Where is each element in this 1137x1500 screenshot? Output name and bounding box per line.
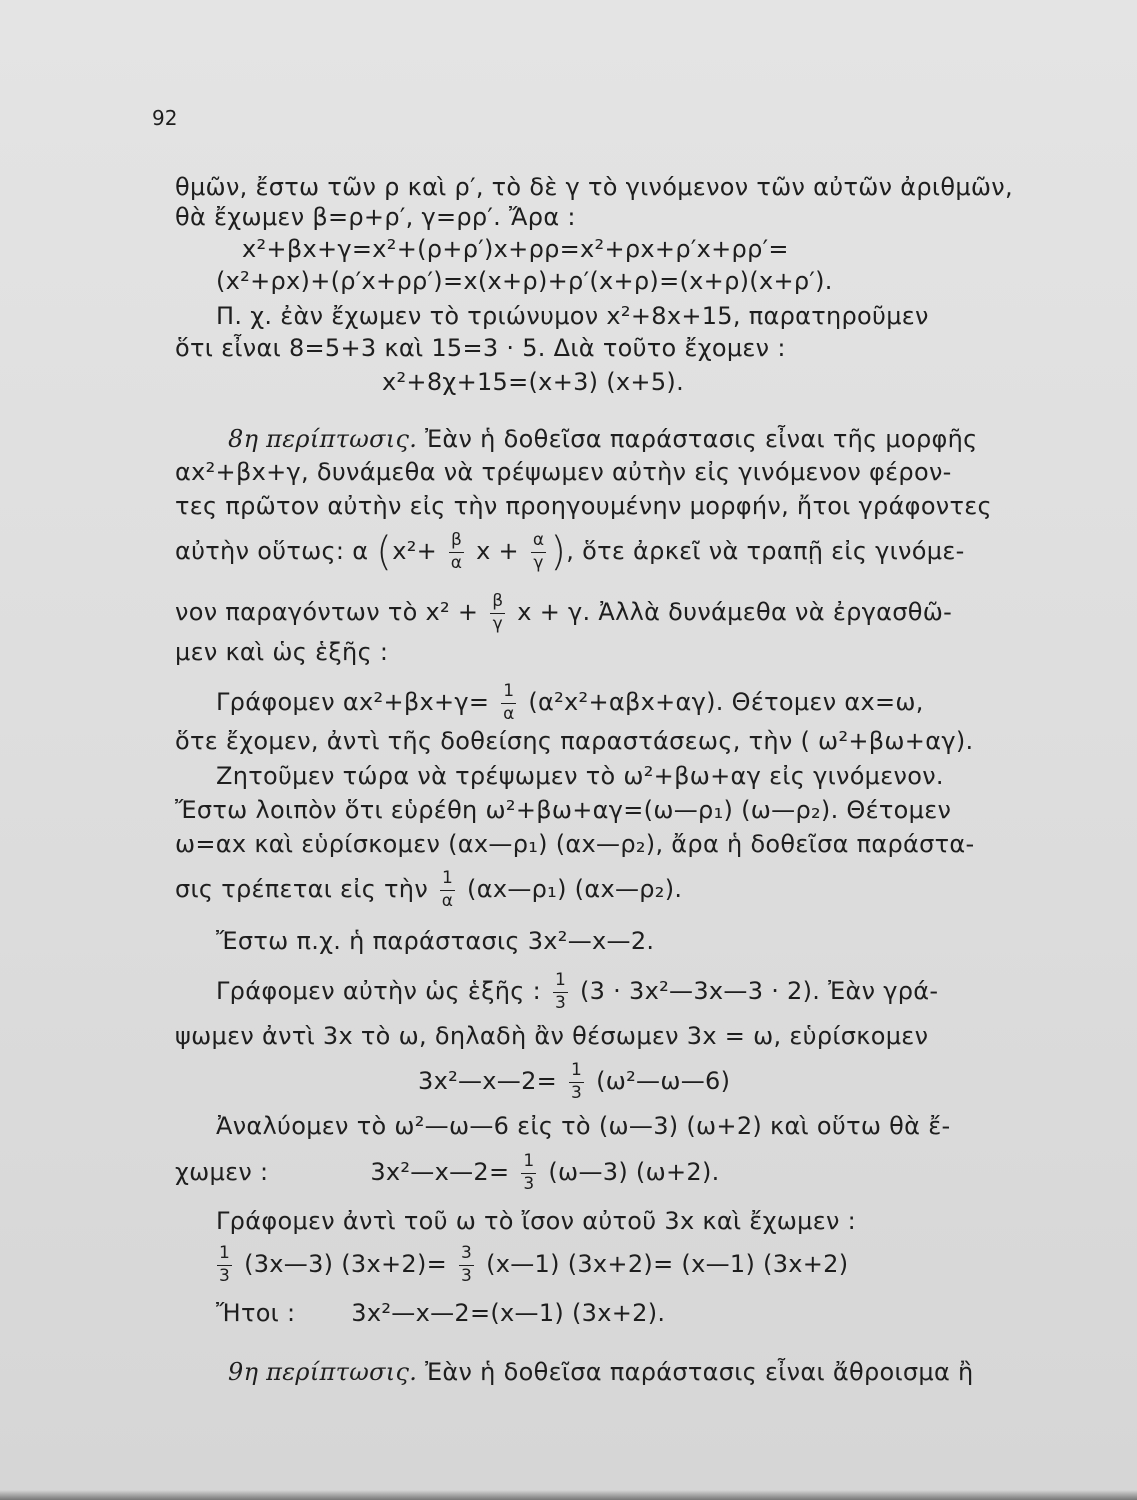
fraction-denominator: γ: [492, 614, 503, 634]
text-span: αὐτὴν οὕτως: α: [175, 537, 369, 565]
fraction-numerator: 1: [440, 870, 455, 891]
equation-line: x²+8χ+15=(x+3) (x+5).: [382, 368, 684, 396]
text-line: Ζητοῦμεν τώρα νὰ τρέψωμεν τὸ ω²+βω+αγ εἰς γινόμενον.: [216, 762, 944, 790]
page-number: 92: [152, 106, 178, 130]
text-line: τες πρῶτον αὐτὴν εἰς τὴν προηγουμένην μορφήν, ἤτοι γράφοντες: [175, 492, 992, 520]
text-span: Ἤτοι :: [216, 1299, 296, 1327]
text-line-with-fraction: [216, 972, 938, 1012]
text-span: νον παραγόντων τὸ x² +: [175, 598, 479, 626]
text-span: 3x²—x—2=: [418, 1067, 558, 1095]
text-span: 3x²—x—2=: [370, 1158, 510, 1186]
text-line-with-fraction: [175, 870, 682, 910]
fraction-denominator: 3: [571, 1083, 583, 1103]
fraction-denominator: α: [441, 891, 454, 911]
text-line: Π. χ. ἐὰν ἔχωμεν τὸ τριώνυμον x²+8x+15, παρατηροῦμεν: [216, 302, 929, 330]
fraction-denominator: 3: [523, 1174, 535, 1194]
text-span: (x—1) (3x+2)= (x—1) (3x+2): [486, 1250, 849, 1278]
text-line: μεν καὶ ὡς ἑξῆς :: [175, 638, 389, 666]
equation-line: [216, 1297, 665, 1329]
text-line-with-fraction: [175, 529, 965, 575]
fraction-denominator: 3: [554, 993, 567, 1013]
text-span: 3x²—x—2=(x—1) (3x+2).: [351, 1299, 666, 1327]
text-line: ω=αx καὶ εὑρίσκομεν (αx—ρ₁) (αx—ρ₂), ἄρα ἡ δοθεῖσα παράστα-: [175, 830, 975, 858]
fraction-numerator: 3: [459, 1245, 474, 1266]
fraction: [217, 1245, 232, 1285]
fraction-numerator: β: [449, 532, 464, 553]
fraction-numerator: 1: [553, 972, 568, 993]
text-span: σις τρέπεται εἰς τὴν: [175, 875, 429, 903]
fraction-numerator: 1: [501, 683, 516, 704]
text-span: x +: [476, 537, 519, 565]
fraction: [459, 1245, 474, 1285]
section-heading-9: 9η περίπτωσις.: [228, 1358, 418, 1386]
text-span: Γράφομεν αὐτὴν ὡς ἑξῆς :: [216, 977, 542, 1005]
text-span: Ἐὰν ἡ δοθεῖσα παράστασις εἶναι ἄθροισμα ἢ: [417, 1358, 974, 1386]
fraction: [531, 532, 547, 572]
equation-line: [175, 1153, 720, 1193]
fraction-numerator: α: [531, 532, 547, 553]
page-bottom-edge: [0, 1490, 1137, 1500]
fraction-denominator: 3: [219, 1266, 231, 1286]
text-span: Γράφομεν αx²+βx+γ=: [216, 688, 490, 716]
text-span: (αx—ρ₁) (αx—ρ₂).: [467, 875, 683, 903]
text-line-with-fraction: [175, 593, 952, 633]
text-span: x + γ. Ἀλλὰ δυνάμεθα νὰ ἐργασθῶ-: [517, 598, 953, 626]
fraction: [569, 1062, 584, 1102]
section-heading-8: 8η περίπτωσις.: [228, 425, 418, 453]
equation-line: [213, 1245, 848, 1285]
text-span: Ἐὰν ἡ δοθεῖσα παράστασις εἶναι τῆς μορφῆς: [417, 425, 978, 453]
text-line: θμῶν, ἔστω τῶν ρ καὶ ρ′, τὸ δὲ γ τὸ γινόμενον τῶν αὐτῶν ἀριθμῶν,: [175, 173, 1013, 201]
text-line: ὅτε ἔχομεν, ἀντὶ τῆς δοθείσης παραστάσεως, τὴν ( ω²+βω+αγ).: [175, 727, 974, 755]
fraction-numerator: β: [490, 593, 505, 614]
text-span: (ω—3) (ω+2).: [548, 1158, 720, 1186]
text-line: ψωμεν ἀντὶ 3x τὸ ω, δηλαδὴ ἂν θέσωμεν 3x = ω, εὑρίσκομεν: [175, 1022, 929, 1050]
text-span: χωμεν :: [175, 1158, 269, 1186]
fraction: [449, 532, 464, 572]
fraction-numerator: 1: [217, 1245, 232, 1266]
fraction-numerator: 1: [521, 1153, 536, 1174]
text-span: , ὅτε ἀρκεῖ νὰ τραπῇ εἰς γινόμε-: [566, 537, 965, 565]
fraction-denominator: α: [503, 704, 515, 724]
text-span: (ω²—ω—6): [596, 1067, 731, 1095]
paragraph-8-start: [228, 423, 978, 455]
paren: (: [376, 529, 393, 575]
fraction-denominator: γ: [533, 553, 544, 573]
text-span: x²+: [392, 537, 438, 565]
paren: ): [550, 529, 567, 575]
text-line: αx²+βx+γ, δυνάμεθα νὰ τρέψωμεν αὐτὴν εἰς γινόμενον φέρον-: [175, 458, 952, 486]
text-line: ὅτι εἶναι 8=5+3 καὶ 15=3 · 5. Διὰ τοῦτο ἔχομεν :: [175, 334, 786, 362]
text-line: θὰ ἔχωμεν β=ρ+ρ′, γ=ρρ′. Ἄρα :: [175, 203, 576, 231]
text-span: (3 · 3x²—3x—3 · 2). Ἐὰν γρά-: [580, 977, 939, 1005]
fraction: [521, 1153, 536, 1193]
text-line: Ἔστω π.χ. ἡ παράστασις 3x²—x—2.: [216, 927, 655, 955]
fraction-denominator: 3: [461, 1266, 473, 1286]
paragraph-9-start: [228, 1356, 974, 1388]
fraction-numerator: 1: [569, 1062, 584, 1083]
fraction: [440, 870, 455, 910]
text-line-with-fraction: [216, 683, 924, 723]
text-line: Ἀναλύομεν τὸ ω²—ω—6 εἰς τὸ (ω—3) (ω+2) καὶ οὕτω θὰ ἔ-: [216, 1112, 951, 1140]
equation-line: x²+βx+γ=x²+(ρ+ρ′)x+ρρ=x²+ρx+ρ′x+ρρ′=: [242, 235, 789, 263]
text-span: (3x—3) (3x+2)=: [244, 1250, 448, 1278]
fraction: [501, 683, 516, 723]
fraction: [553, 972, 568, 1012]
text-span: (α²x²+αβx+αγ). Θέτομεν αx=ω,: [528, 688, 924, 716]
fraction-denominator: α: [450, 553, 463, 573]
equation-line: (x²+ρx)+(ρ′x+ρρ′)=x(x+ρ)+ρ′(x+ρ)=(x+ρ)(x+ρ′).: [216, 267, 833, 295]
text-line: Ἔστω λοιπὸν ὅτι εὑρέθη ω²+βω+αγ=(ω—ρ₁) (ω—ρ₂). Θέτομεν: [175, 796, 952, 824]
text-line: Γράφομεν ἀντὶ τοῦ ω τὸ ἴσον αὐτοῦ 3x καὶ ἔχωμεν :: [216, 1207, 857, 1235]
fraction: [490, 593, 505, 633]
equation-line: [418, 1062, 730, 1102]
